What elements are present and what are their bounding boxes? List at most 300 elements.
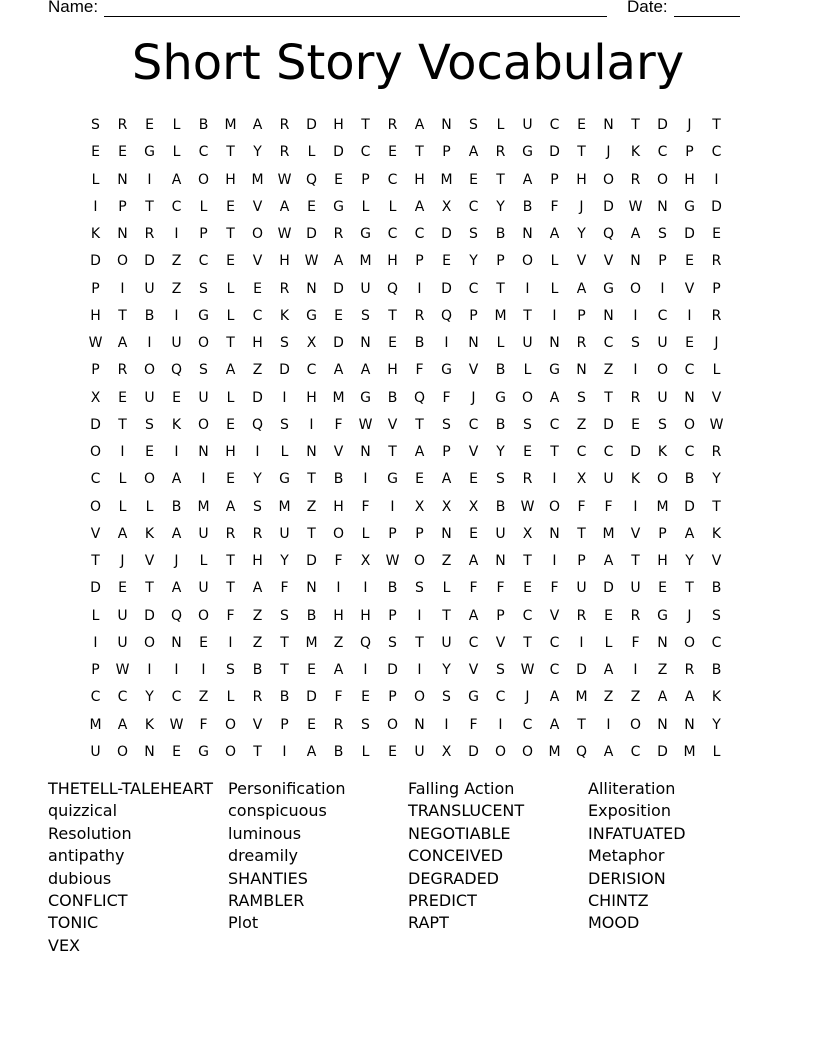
grid-letter: H xyxy=(387,253,398,270)
grid-letter: J xyxy=(174,553,179,569)
grid-letter: Y xyxy=(469,253,478,270)
grid-letter: L xyxy=(199,198,208,215)
grid-letter: T xyxy=(712,117,721,133)
grid-letter: D xyxy=(144,253,155,270)
word-list-item: MOOD xyxy=(588,913,640,933)
grid-letter: V xyxy=(387,416,398,433)
grid-letter: P xyxy=(388,689,397,706)
grid-letter: Z xyxy=(630,689,641,706)
grid-letter: Z xyxy=(657,662,668,678)
grid-letter: U xyxy=(441,634,452,651)
grid-letter: J xyxy=(687,607,692,624)
word-list-item: DEGRADED xyxy=(408,868,499,888)
grid-letter: P xyxy=(280,716,289,733)
grid-letter: O xyxy=(386,716,399,733)
grid-letter: D xyxy=(603,198,614,215)
grid-letter: N xyxy=(630,253,641,270)
word-list-item: CONCEIVED xyxy=(408,846,504,866)
grid-letter: X xyxy=(90,389,101,406)
grid-letter: J xyxy=(687,117,692,133)
grid-letter: L xyxy=(145,498,154,515)
grid-letter: T xyxy=(631,553,640,569)
grid-letter: O xyxy=(629,280,642,297)
grid-letter: G xyxy=(495,389,506,406)
grid-letter: E xyxy=(226,198,235,215)
grid-letter: S xyxy=(469,117,478,133)
grid-letter: I xyxy=(363,662,368,678)
grid-letter: C xyxy=(549,662,560,678)
grid-letter: N xyxy=(144,743,155,760)
grid-letter: N xyxy=(657,716,668,733)
grid-letter: O xyxy=(656,362,669,379)
grid-letter: I xyxy=(174,444,179,460)
grid-letter: O xyxy=(602,171,615,188)
grid-letter: Q xyxy=(170,607,183,624)
grid-letter: P xyxy=(658,525,667,542)
grid-letter: D xyxy=(90,580,101,597)
grid-letter: T xyxy=(631,117,640,133)
grid-letter: A xyxy=(657,689,668,706)
grid-letter: D xyxy=(333,335,344,351)
grid-letter: I xyxy=(174,226,179,242)
grid-letter: M xyxy=(278,498,291,515)
grid-letter: I xyxy=(687,307,692,324)
grid-letter: C xyxy=(603,335,614,351)
word-list-item: dreamily xyxy=(228,846,298,866)
grid-letter: R xyxy=(576,607,587,624)
grid-letter: L xyxy=(361,198,370,215)
grid-letter: E xyxy=(523,580,532,597)
grid-letter: G xyxy=(603,280,614,297)
grid-letter: A xyxy=(225,498,236,515)
grid-letter: C xyxy=(603,444,614,460)
grid-letter: V xyxy=(711,389,722,406)
grid-letter: C xyxy=(549,416,560,433)
grid-letter: R xyxy=(252,525,263,542)
grid-letter: T xyxy=(523,634,532,651)
grid-letter: I xyxy=(93,634,98,651)
grid-letter: B xyxy=(171,498,182,515)
grid-letter: P xyxy=(577,307,586,324)
grid-letter: E xyxy=(172,743,181,760)
grid-letter: S xyxy=(280,416,289,433)
word-list-item: antipathy xyxy=(48,846,125,866)
grid-letter: K xyxy=(711,689,722,706)
grid-letter: B xyxy=(387,580,398,597)
grid-letter: E xyxy=(307,662,316,678)
date-blank-line[interactable] xyxy=(674,16,740,17)
grid-letter: L xyxy=(604,634,613,651)
grid-letter: H xyxy=(90,307,101,324)
grid-letter: E xyxy=(118,389,127,406)
grid-letter: I xyxy=(201,662,206,678)
grid-letter: L xyxy=(388,198,397,215)
grid-letter: C xyxy=(684,444,695,460)
grid-letter: I xyxy=(147,335,152,351)
grid-letter: Q xyxy=(575,743,588,760)
word-list-item: Falling Action xyxy=(408,779,515,798)
grid-letter: R xyxy=(630,607,641,624)
grid-letter: R xyxy=(225,525,236,542)
grid-letter: C xyxy=(198,144,209,161)
grid-letter: M xyxy=(89,716,102,733)
grid-letter: A xyxy=(549,689,560,706)
word-list-item: Resolution xyxy=(48,823,132,843)
grid-letter: I xyxy=(525,280,530,297)
grid-letter: O xyxy=(197,335,210,351)
grid-letter: A xyxy=(414,117,425,133)
grid-letter: I xyxy=(633,662,638,678)
grid-letter: P xyxy=(550,171,559,188)
grid-letter: C xyxy=(657,144,668,161)
grid-letter: B xyxy=(711,662,722,678)
grid-letter: T xyxy=(280,662,289,678)
grid-letter: U xyxy=(198,580,209,597)
word-list-item: DERISION xyxy=(588,868,666,888)
grid-letter: L xyxy=(361,525,370,542)
word-list-item: INFATUATED xyxy=(588,823,686,843)
grid-letter: T xyxy=(145,580,154,597)
grid-letter: E xyxy=(307,198,316,215)
grid-letter: R xyxy=(279,144,290,161)
grid-letter: R xyxy=(684,662,695,678)
grid-letter: S xyxy=(496,662,505,678)
grid-letter: Q xyxy=(305,171,318,188)
grid-letter: V xyxy=(468,444,479,460)
grid-letter: G xyxy=(549,362,560,379)
grid-letter: U xyxy=(198,389,209,406)
grid-letter: U xyxy=(630,580,641,597)
grid-letter: T xyxy=(442,607,451,624)
grid-letter: I xyxy=(660,280,665,297)
grid-letter: Z xyxy=(252,362,263,379)
grid-letter: L xyxy=(496,335,505,351)
grid-letter: E xyxy=(469,171,478,188)
grid-letter: P xyxy=(577,553,586,569)
grid-letter: F xyxy=(415,362,424,379)
grid-letter: H xyxy=(252,553,263,569)
grid-letter: O xyxy=(656,471,669,488)
grid-letter: F xyxy=(334,553,343,569)
grid-letter: S xyxy=(712,607,721,624)
grid-letter: S xyxy=(361,716,370,733)
grid-letter: S xyxy=(577,389,586,406)
grid-letter: N xyxy=(657,198,668,215)
grid-letter: O xyxy=(143,362,156,379)
grid-letter: O xyxy=(197,416,210,433)
grid-letter: X xyxy=(306,335,317,351)
grid-letter: K xyxy=(171,416,182,433)
grid-letter: S xyxy=(199,362,208,379)
grid-letter: R xyxy=(576,335,587,351)
grid-letter: T xyxy=(388,307,397,324)
grid-letter: Y xyxy=(577,226,586,242)
grid-letter: W xyxy=(628,198,643,215)
grid-letter: A xyxy=(603,662,614,678)
grid-letter: D xyxy=(306,553,317,569)
word-list-item: Plot xyxy=(228,913,259,933)
grid-letter: N xyxy=(468,335,479,351)
grid-letter: A xyxy=(549,226,560,242)
grid-letter: P xyxy=(361,171,370,188)
grid-letter: W xyxy=(709,416,724,433)
word-list-item: CHINTZ xyxy=(588,890,649,910)
grid-letter: B xyxy=(495,362,506,379)
grid-letter: V xyxy=(495,634,506,651)
grid-letter: T xyxy=(712,498,721,515)
grid-letter: G xyxy=(198,743,209,760)
grid-letter: A xyxy=(414,198,425,215)
grid-letter: G xyxy=(198,307,209,324)
grid-letter: K xyxy=(630,471,641,488)
grid-letter: C xyxy=(468,198,479,215)
grid-letter: A xyxy=(603,553,614,569)
grid-letter: H xyxy=(333,607,344,624)
grid-letter: I xyxy=(417,662,422,678)
grid-letter: Q xyxy=(440,307,453,324)
grid-letter: Z xyxy=(252,607,263,624)
grid-letter: A xyxy=(225,362,236,379)
grid-letter: K xyxy=(144,525,155,542)
grid-letter: G xyxy=(468,689,479,706)
grid-letter: N xyxy=(117,226,128,242)
grid-letter: C xyxy=(684,362,695,379)
grid-letter: I xyxy=(93,198,98,215)
grid-letter: H xyxy=(414,171,425,188)
grid-letter: E xyxy=(91,144,100,161)
grid-letter: N xyxy=(522,226,533,242)
grid-letter: F xyxy=(577,498,586,515)
grid-letter: O xyxy=(629,716,642,733)
grid-letter: E xyxy=(469,525,478,542)
grid-letter: E xyxy=(415,471,424,488)
grid-letter: V xyxy=(630,525,641,542)
grid-letter: I xyxy=(390,498,395,515)
grid-letter: A xyxy=(279,198,290,215)
grid-letter: B xyxy=(495,416,506,433)
grid-letter: K xyxy=(711,525,722,542)
grid-letter: F xyxy=(361,498,370,515)
word-list-item: conspicuous xyxy=(228,801,327,821)
grid-letter: P xyxy=(388,525,397,542)
grid-letter: P xyxy=(91,280,100,297)
grid-letter: M xyxy=(197,498,210,515)
grid-letter: A xyxy=(117,335,128,351)
grid-letter: L xyxy=(361,743,370,760)
grid-letter: J xyxy=(471,389,476,406)
grid-letter: R xyxy=(711,253,722,270)
grid-letter: C xyxy=(549,634,560,651)
grid-letter: B xyxy=(198,117,209,133)
grid-letter: L xyxy=(523,362,532,379)
grid-letter: O xyxy=(683,416,696,433)
grid-letter: N xyxy=(657,634,668,651)
word-search-grid xyxy=(82,112,730,766)
grid-letter: B xyxy=(279,689,290,706)
grid-letter: B xyxy=(414,335,425,351)
grid-letter: P xyxy=(442,444,451,460)
grid-letter: E xyxy=(361,689,370,706)
grid-letter: R xyxy=(522,471,533,488)
grid-letter: L xyxy=(91,171,100,188)
grid-letter: D xyxy=(549,144,560,161)
grid-letter: C xyxy=(90,471,101,488)
grid-letter: S xyxy=(145,416,154,433)
grid-letter: B xyxy=(522,198,533,215)
grid-letter: E xyxy=(685,335,694,351)
grid-letter: D xyxy=(441,226,452,242)
grid-letter: F xyxy=(334,689,343,706)
word-list-item: Personification xyxy=(228,779,346,798)
grid-letter: I xyxy=(714,171,719,188)
grid-letter: B xyxy=(252,662,263,678)
grid-letter: X xyxy=(441,198,452,215)
grid-letter: T xyxy=(523,553,532,569)
grid-letter: Y xyxy=(145,689,154,706)
grid-letter: I xyxy=(228,634,233,651)
grid-letter: L xyxy=(280,444,289,460)
grid-letter: S xyxy=(658,226,667,242)
grid-letter: K xyxy=(630,144,641,161)
grid-letter: X xyxy=(441,498,452,515)
grid-letter: E xyxy=(199,634,208,651)
grid-letter: T xyxy=(685,580,694,597)
grid-letter: E xyxy=(577,117,586,133)
grid-letter: O xyxy=(521,743,534,760)
grid-letter: I xyxy=(309,416,314,433)
grid-letter: Z xyxy=(441,553,452,569)
grid-letter: C xyxy=(468,634,479,651)
grid-letter: A xyxy=(468,553,479,569)
grid-letter: L xyxy=(226,280,235,297)
grid-letter: O xyxy=(197,171,210,188)
grid-letter: X xyxy=(441,743,452,760)
grid-letter: T xyxy=(415,416,424,433)
grid-letter: W xyxy=(277,171,292,188)
grid-letter: A xyxy=(522,171,533,188)
grid-letter: E xyxy=(604,607,613,624)
grid-letter: T xyxy=(280,634,289,651)
grid-letter: X xyxy=(576,471,587,488)
grid-letter: M xyxy=(683,743,696,760)
word-list-item: CONFLICT xyxy=(48,890,128,910)
grid-letter: L xyxy=(226,307,235,324)
grid-letter: C xyxy=(711,634,722,651)
grid-letter: R xyxy=(117,117,128,133)
grid-letter: E xyxy=(712,226,721,242)
grid-letter: X xyxy=(468,498,479,515)
grid-letter: H xyxy=(333,498,344,515)
grid-letter: I xyxy=(633,362,638,379)
grid-letter: B xyxy=(684,471,695,488)
grid-letter: U xyxy=(198,525,209,542)
grid-letter: Z xyxy=(171,280,182,297)
word-list-item: PREDICT xyxy=(408,890,477,910)
grid-letter: S xyxy=(415,580,424,597)
word-list-item: THETELL-TALEHEART xyxy=(48,779,213,798)
grid-letter: C xyxy=(495,689,506,706)
grid-letter: C xyxy=(630,743,641,760)
grid-letter: D xyxy=(387,662,398,678)
grid-letter: U xyxy=(90,743,101,760)
grid-letter: S xyxy=(631,335,640,351)
grid-letter: T xyxy=(145,198,154,215)
grid-letter: S xyxy=(226,662,235,678)
grid-letter: U xyxy=(144,389,155,406)
name-blank-line[interactable] xyxy=(104,16,607,17)
grid-letter: D xyxy=(252,389,263,406)
grid-letter: L xyxy=(118,498,127,515)
grid-letter: Z xyxy=(576,416,587,433)
word-list-item: RAPT xyxy=(408,913,449,933)
grid-letter: T xyxy=(523,307,532,324)
grid-letter: X xyxy=(414,498,425,515)
grid-letter: E xyxy=(388,335,397,351)
grid-letter: D xyxy=(684,226,695,242)
word-list-item: TRANSLUCENT xyxy=(408,801,525,821)
grid-letter: A xyxy=(468,607,479,624)
grid-letter: N xyxy=(603,117,614,133)
grid-letter: I xyxy=(363,580,368,597)
grid-letter: S xyxy=(442,416,451,433)
grid-letter: A xyxy=(306,743,317,760)
grid-letter: V xyxy=(252,198,263,215)
grid-letter: P xyxy=(118,198,127,215)
grid-letter: U xyxy=(117,634,128,651)
grid-letter: S xyxy=(496,471,505,488)
grid-letter: N xyxy=(441,117,452,133)
grid-letter: F xyxy=(226,607,235,624)
grid-letter: S xyxy=(469,226,478,242)
grid-letter: O xyxy=(521,389,534,406)
grid-letter: Y xyxy=(280,553,289,569)
grid-letter: T xyxy=(415,144,424,161)
grid-letter: R xyxy=(711,444,722,460)
grid-letter: Z xyxy=(252,634,263,651)
word-list-item: NEGOTIABLE xyxy=(408,823,511,843)
grid-letter: Z xyxy=(603,362,614,379)
grid-letter: I xyxy=(606,716,611,733)
grid-letter: E xyxy=(145,117,154,133)
grid-letter: V xyxy=(711,553,722,569)
grid-letter: D xyxy=(306,226,317,242)
grid-letter: K xyxy=(279,307,290,324)
grid-letter: L xyxy=(712,362,721,379)
grid-letter: R xyxy=(495,144,506,161)
grid-letter: M xyxy=(305,634,318,651)
grid-letter: O xyxy=(143,634,156,651)
grid-letter: T xyxy=(577,144,586,161)
grid-letter: R xyxy=(144,226,155,242)
grid-letter: E xyxy=(388,144,397,161)
grid-letter: O xyxy=(683,634,696,651)
grid-letter: O xyxy=(494,743,507,760)
grid-letter: N xyxy=(414,716,425,733)
grid-letter: O xyxy=(143,471,156,488)
grid-letter: K xyxy=(144,716,155,733)
grid-letter: E xyxy=(226,471,235,488)
grid-letter: F xyxy=(280,580,289,597)
page-title: Short Story Vocabulary xyxy=(131,35,685,91)
grid-letter: S xyxy=(280,335,289,351)
grid-letter: O xyxy=(197,607,210,624)
grid-letter: C xyxy=(171,689,182,706)
grid-letter: E xyxy=(334,307,343,324)
grid-letter: Y xyxy=(442,662,451,678)
grid-letter: I xyxy=(282,389,287,406)
grid-letter: N xyxy=(684,389,695,406)
grid-letter: D xyxy=(468,743,479,760)
